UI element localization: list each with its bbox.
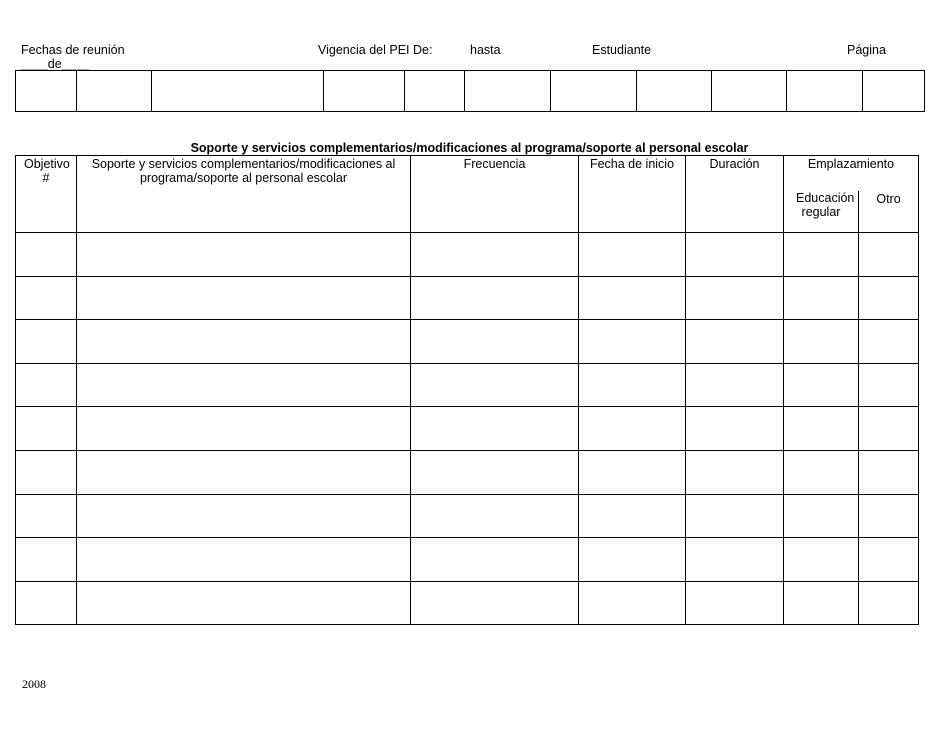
- form-cell[interactable]: [686, 581, 784, 625]
- form-cell[interactable]: [859, 581, 919, 625]
- form-cell[interactable]: [77, 450, 411, 494]
- form-cell[interactable]: [686, 494, 784, 538]
- form-cell[interactable]: [411, 450, 579, 494]
- form-cell[interactable]: [859, 494, 919, 538]
- table-row: [16, 363, 919, 407]
- table-row: [16, 407, 919, 451]
- header-input-cell[interactable]: [637, 71, 712, 112]
- col-location: Emplazamiento: [784, 156, 919, 191]
- form-cell[interactable]: [579, 363, 686, 407]
- table-body: [16, 233, 919, 625]
- form-cell[interactable]: [686, 450, 784, 494]
- col-supports: Soporte y servicios complementarios/modificaciones al programa/soporte al personal escolar: [77, 156, 411, 233]
- header-input-cell[interactable]: [77, 71, 152, 112]
- form-cell[interactable]: [579, 494, 686, 538]
- form-cell[interactable]: [77, 363, 411, 407]
- header-input-cell[interactable]: [16, 71, 77, 112]
- form-cell[interactable]: [16, 320, 77, 364]
- meeting-dates-sub: ____de____: [20, 57, 90, 71]
- table-row: [16, 538, 919, 582]
- form-cell[interactable]: [859, 538, 919, 582]
- form-cell[interactable]: [411, 538, 579, 582]
- col-other: Otro: [859, 191, 919, 233]
- form-cell[interactable]: [686, 276, 784, 320]
- form-cell[interactable]: [859, 407, 919, 451]
- form-cell[interactable]: [686, 363, 784, 407]
- form-cell[interactable]: [77, 320, 411, 364]
- form-cell[interactable]: [411, 276, 579, 320]
- table-row: [16, 276, 919, 320]
- form-cell[interactable]: [686, 538, 784, 582]
- col-duration: Duración: [686, 156, 784, 233]
- header-input-grid: [15, 70, 925, 112]
- form-cell[interactable]: [16, 407, 77, 451]
- form-cell[interactable]: [411, 494, 579, 538]
- form-cell[interactable]: [77, 276, 411, 320]
- form-cell[interactable]: [579, 320, 686, 364]
- table-row: [16, 233, 919, 277]
- table-row: [16, 320, 919, 364]
- col-regular-education: Educación regular: [784, 191, 859, 233]
- header-input-cell[interactable]: [712, 71, 787, 112]
- form-cell[interactable]: [411, 233, 579, 277]
- header-input-cell[interactable]: [787, 71, 863, 112]
- header-input-cell[interactable]: [551, 71, 637, 112]
- until-label: hasta: [470, 43, 501, 57]
- form-cell[interactable]: [579, 276, 686, 320]
- form-cell[interactable]: [16, 538, 77, 582]
- form-cell[interactable]: [16, 276, 77, 320]
- form-cell[interactable]: [784, 450, 859, 494]
- supports-table: [15, 155, 919, 625]
- table-row: [16, 494, 919, 538]
- form-cell[interactable]: [77, 407, 411, 451]
- form-cell[interactable]: [411, 581, 579, 625]
- form-cell[interactable]: [784, 407, 859, 451]
- table-row: [16, 450, 919, 494]
- form-cell[interactable]: [579, 581, 686, 625]
- form-cell[interactable]: [859, 276, 919, 320]
- header-input-cell[interactable]: [863, 71, 925, 112]
- form-cell[interactable]: [859, 363, 919, 407]
- form-cell[interactable]: [579, 450, 686, 494]
- form-cell[interactable]: [411, 407, 579, 451]
- form-cell[interactable]: [784, 276, 859, 320]
- form-cell[interactable]: [16, 581, 77, 625]
- meeting-dates-label: Fechas de reunión: [21, 43, 125, 57]
- form-cell[interactable]: [77, 538, 411, 582]
- form-cell[interactable]: [686, 233, 784, 277]
- form-cell[interactable]: [411, 320, 579, 364]
- form-cell[interactable]: [77, 233, 411, 277]
- form-cell[interactable]: [686, 320, 784, 364]
- iep-validity-label: Vigencia del PEI De:: [318, 43, 433, 57]
- student-label: Estudiante: [592, 43, 652, 57]
- table-row: [16, 581, 919, 625]
- form-cell[interactable]: [784, 538, 859, 582]
- page-label: Página: [847, 43, 886, 57]
- form-cell[interactable]: [686, 407, 784, 451]
- form-cell[interactable]: [784, 581, 859, 625]
- form-cell[interactable]: [411, 363, 579, 407]
- form-cell[interactable]: [16, 450, 77, 494]
- form-cell[interactable]: [579, 407, 686, 451]
- header-input-cell[interactable]: [324, 71, 405, 112]
- form-cell[interactable]: [784, 320, 859, 364]
- col-start-date: Fecha de inicio: [579, 156, 686, 233]
- header-input-cell[interactable]: [152, 71, 324, 112]
- col-frequency: Frecuencia: [411, 156, 579, 233]
- form-cell[interactable]: [859, 320, 919, 364]
- form-cell[interactable]: [77, 494, 411, 538]
- form-cell[interactable]: [579, 233, 686, 277]
- form-cell[interactable]: [859, 450, 919, 494]
- form-cell[interactable]: [859, 233, 919, 277]
- header-input-cell[interactable]: [405, 71, 465, 112]
- footer-year: 2008: [22, 677, 46, 691]
- header-input-cell[interactable]: [465, 71, 551, 112]
- form-cell[interactable]: [16, 494, 77, 538]
- form-cell[interactable]: [16, 363, 77, 407]
- form-cell[interactable]: [579, 538, 686, 582]
- section-title: Soporte y servicios complementarios/modificaciones al programa/soporte al personal escolar: [190, 141, 749, 155]
- form-cell[interactable]: [784, 233, 859, 277]
- col-objective: Objetivo #: [16, 156, 77, 233]
- form-cell[interactable]: [784, 363, 859, 407]
- form-cell[interactable]: [784, 494, 859, 538]
- form-cell[interactable]: [77, 581, 411, 625]
- form-cell[interactable]: [16, 233, 77, 277]
